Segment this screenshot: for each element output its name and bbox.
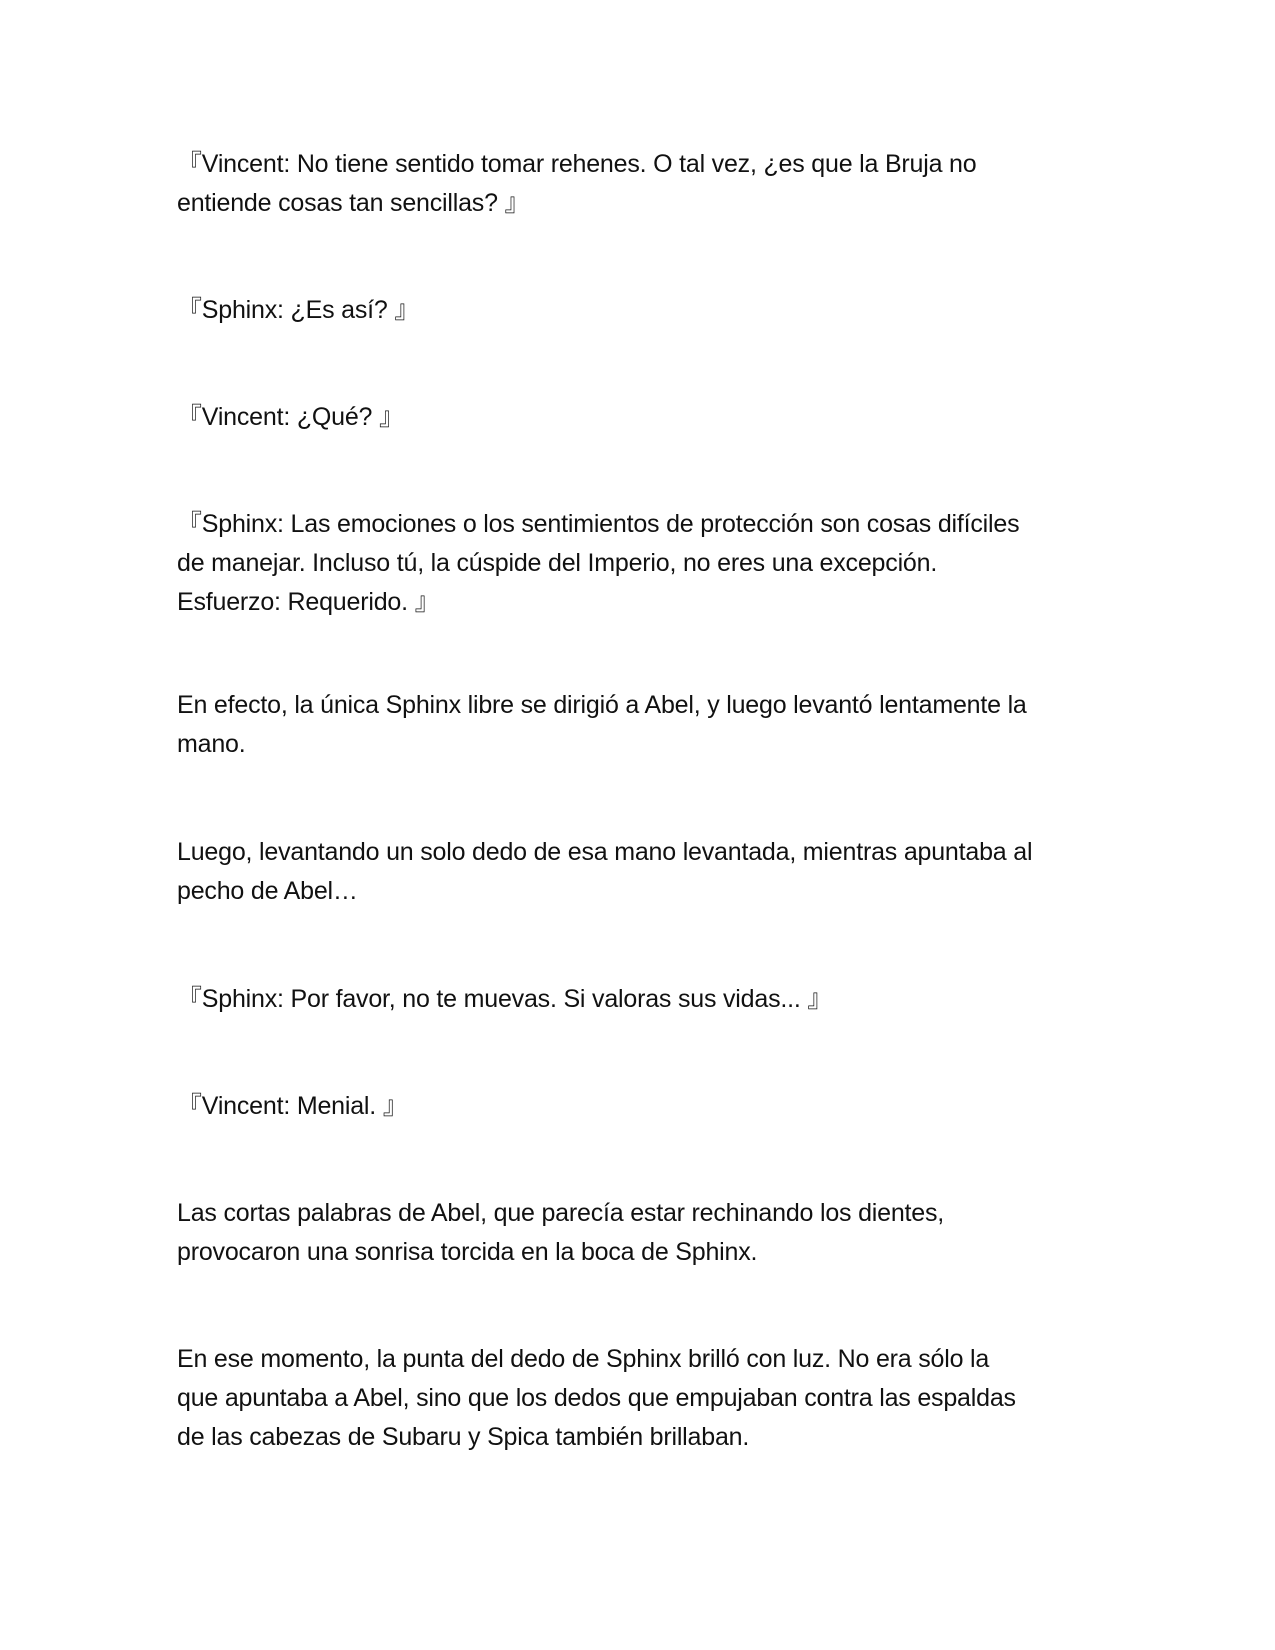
paragraph-5: [177, 686, 1107, 764]
paragraph-10: [177, 1340, 1107, 1457]
text-line: 『Vincent: No tiene sentido tomar rehenes. O tal vez, ¿es que la Bruja no: [177, 150, 977, 178]
paragraph-9: [177, 1194, 1107, 1272]
text-line: 『Sphinx: Las emociones o los sentimientos de protección son cosas difíciles: [177, 510, 1020, 538]
text-line: de las cabezas de Subaru y Spica también brillaban.: [177, 1423, 750, 1451]
text-line: mano.: [177, 730, 246, 758]
paragraph-8: [177, 1087, 1107, 1126]
text-line: entiende cosas tan sencillas? 』: [177, 189, 530, 217]
text-line: 『Sphinx: Por favor, no te muevas. Si valoras sus vidas... 』: [177, 985, 833, 1013]
text-line: Esfuerzo: Requerido. 』: [177, 588, 440, 616]
text-line: 『Sphinx: ¿Es así? 』: [177, 296, 420, 324]
text-line: de manejar. Incluso tú, la cúspide del Imperio, no eres una excepción.: [177, 549, 938, 577]
paragraph-3: [177, 398, 1107, 437]
text-line: 『Vincent: Menial. 』: [177, 1092, 408, 1120]
text-line: pecho de Abel…: [177, 877, 358, 905]
paragraph-2: [177, 291, 1107, 330]
paragraph-4: [177, 505, 1107, 622]
text-line: Luego, levantando un solo dedo de esa mano levantada, mientras apuntaba al: [177, 838, 1033, 866]
text-line: En efecto, la única Sphinx libre se dirigió a Abel, y luego levantó lentamente la: [177, 691, 1027, 719]
paragraph-7: [177, 980, 1107, 1019]
paragraph-6: [177, 833, 1107, 911]
text-line: En ese momento, la punta del dedo de Sphinx brilló con luz. No era sólo la: [177, 1345, 990, 1373]
text-line: provocaron una sonrisa torcida en la boca de Sphinx.: [177, 1238, 758, 1266]
text-line: Las cortas palabras de Abel, que parecía estar rechinando los dientes,: [177, 1199, 945, 1227]
paragraph-1: [177, 145, 1107, 223]
text-line: que apuntaba a Abel, sino que los dedos que empujaban contra las espaldas: [177, 1384, 1016, 1412]
text-line: 『Vincent: ¿Qué? 』: [177, 403, 404, 431]
